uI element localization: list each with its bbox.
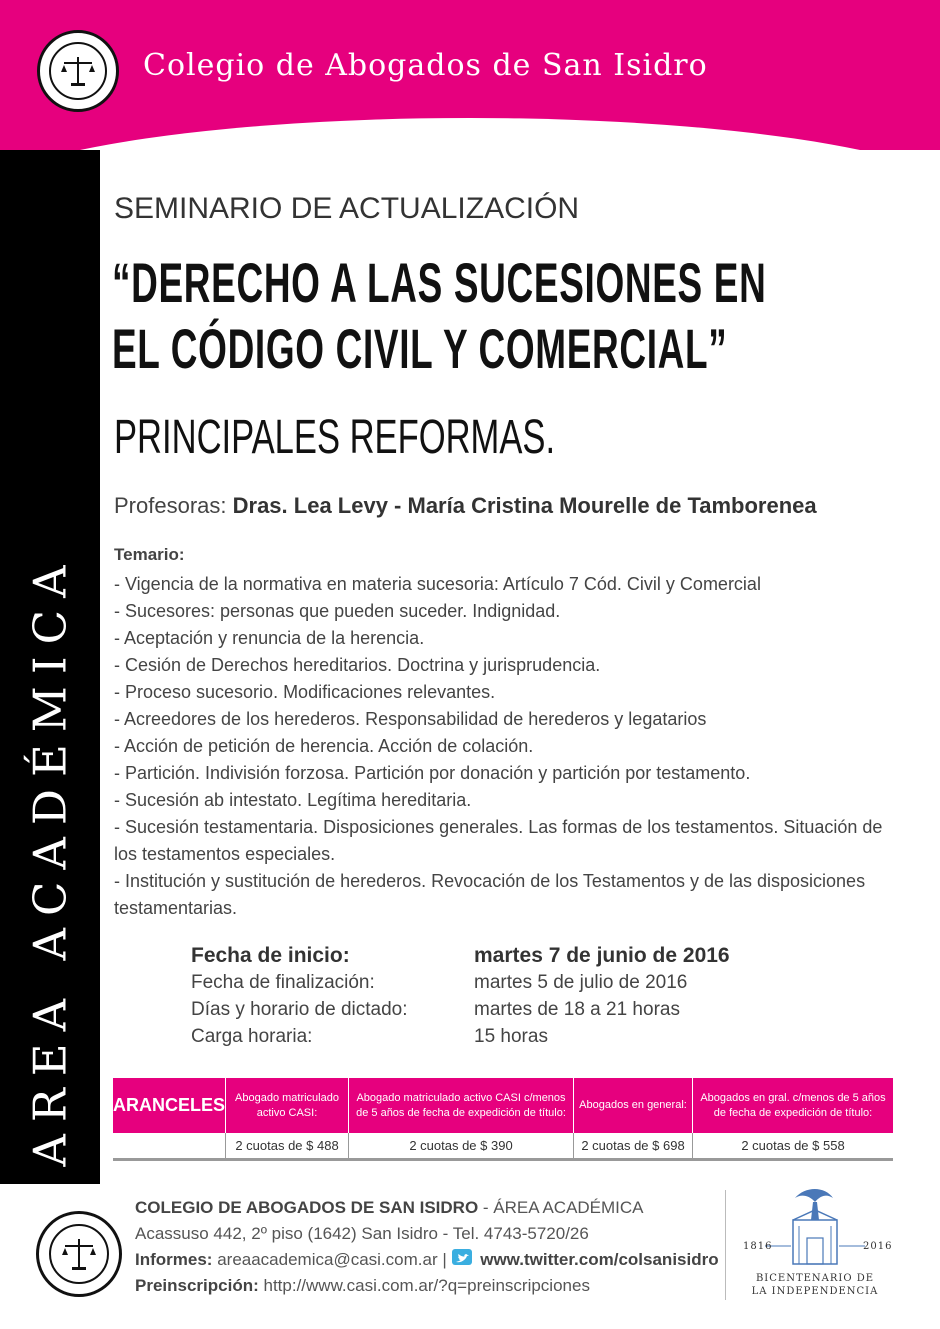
- footer-email-link[interactable]: areaacademica@casi.com.ar: [217, 1250, 438, 1269]
- temario-list: [114, 571, 904, 922]
- fees-header-cell: Abogado matriculado activo CASI c/menos de 5 años de fecha de expedición de título:: [348, 1078, 573, 1133]
- date-row-schedule: [191, 996, 730, 1023]
- footer-org: COLEGIO DE ABOGADOS DE SAN ISIDRO: [135, 1198, 479, 1217]
- fees-value-cell: 2 cuotas de $ 488: [225, 1133, 348, 1158]
- footer-preinscripcion-link[interactable]: http://www.casi.com.ar/?q=preinscripciones: [263, 1276, 590, 1295]
- fees-value-cell: 2 cuotas de $ 558: [692, 1133, 893, 1158]
- seminar-subtitle: SEMINARIO DE ACTUALIZACIÓN: [114, 192, 580, 225]
- footer-contact: [135, 1195, 719, 1299]
- fees-header-cell: Abogados en gral. c/menos de 5 años de fecha de expedición de título:: [692, 1078, 893, 1133]
- date-row-end: [191, 969, 730, 996]
- fees-table: [113, 1078, 893, 1163]
- temario-item: - Proceso sucesorio. Modificaciones relevantes.: [114, 682, 496, 702]
- date-row-hours: [191, 1023, 730, 1050]
- temario-item: - Sucesores: personas que pueden suceder. Indignidad.: [114, 601, 561, 621]
- fees-header-row: [113, 1078, 893, 1133]
- seminar-title-line2: EL CÓDIGO CIVIL Y COMERCIAL”: [112, 317, 728, 380]
- fees-header-cell: Abogados en general:: [573, 1078, 692, 1133]
- professors-names: Dras. Lea Levy - María Cristina Mourelle de Tamborenea: [232, 493, 817, 518]
- footer-divider: [725, 1190, 726, 1300]
- temario-item: - Aceptación y renuncia de la herencia.: [114, 628, 425, 648]
- footer-area: - ÁREA ACADÉMICA: [482, 1198, 644, 1217]
- bicentenario-year-start: 1816: [743, 1241, 773, 1252]
- temario-item: - Partición. Indivisión forzosa. Partición por donación y partición por testamento.: [114, 763, 751, 783]
- footer-seal-logo: [36, 1211, 122, 1297]
- date-row-start: [191, 942, 730, 969]
- date-value: martes 7 de junio de 2016: [474, 944, 730, 967]
- temario-item: - Cesión de Derechos hereditarios. Doctrina y jurisprudencia.: [114, 655, 601, 675]
- date-value: martes 5 de julio de 2016: [474, 972, 688, 993]
- footer-preinscripcion-label: Preinscripción:: [135, 1276, 259, 1295]
- header-curve: [0, 118, 940, 150]
- temario-item: - Acción de petición de herencia. Acción de colación.: [114, 736, 534, 756]
- footer-address: Acassuso 442, 2º piso (1642) San Isidro - Tel. 4743-5720/26: [135, 1224, 589, 1243]
- bicentenario-year-end: 2016: [863, 1241, 893, 1252]
- seminar-title-line1: “DERECHO A LAS SUCESIONES EN: [112, 251, 767, 314]
- professors-label: Profesoras:: [114, 493, 227, 518]
- date-value: martes de 18 a 21 horas: [474, 999, 680, 1020]
- scales-icon: [37, 30, 119, 112]
- twitter-icon: [452, 1249, 472, 1265]
- date-label: Días y horario de dictado:: [191, 999, 408, 1020]
- footer-separator: |: [442, 1250, 447, 1269]
- header-title: Colegio de Abogados de San Isidro: [143, 48, 708, 83]
- seminar-title: [112, 250, 766, 382]
- date-label: Carga horaria:: [191, 1026, 313, 1047]
- building-icon: [793, 1220, 837, 1264]
- fees-header-cell: Abogado matriculado activo CASI:: [225, 1078, 348, 1133]
- temario-item: - Sucesión testamentaria. Disposiciones generales. Las formas de los testamentos. Situación de los testamentos especiales.: [114, 817, 883, 864]
- sidebar-label: AREA ACADÉMICA: [23, 553, 77, 1167]
- date-value: 15 horas: [474, 1026, 548, 1047]
- footer-org-line: [135, 1195, 719, 1221]
- temario-item: - Institución y sustitución de herederos. Revocación de los Testamentos y de las disposiciones testamentarias.: [114, 871, 866, 918]
- bicentenario-caption: [735, 1272, 895, 1298]
- temario-item: - Vigencia de la normativa en materia sucesoria: Artículo 7 Cód. Civil y Comercial: [114, 574, 761, 594]
- fees-label: ARANCELES: [113, 1078, 225, 1133]
- footer-twitter-link[interactable]: www.twitter.com/colsanisidro: [480, 1250, 719, 1269]
- sidebar-area-academica: [0, 150, 100, 1184]
- colegio-seal-logo: [37, 30, 119, 112]
- footer-preinscripcion-line: [135, 1273, 719, 1299]
- seminar-title-line3: PRINCIPALES REFORMAS.: [114, 411, 556, 464]
- eagle-icon: [795, 1189, 833, 1202]
- temario-item: - Acreedores de los herederos. Responsabilidad de herederos y legatarios: [114, 709, 707, 729]
- fees-value-row: [113, 1133, 893, 1161]
- fees-value-cell: 2 cuotas de $ 390: [348, 1133, 573, 1158]
- footer-informes-label: Informes:: [135, 1250, 213, 1269]
- temario-item: - Sucesión ab intestato. Legítima hereditaria.: [114, 790, 472, 810]
- bicentenario-line1: BICENTENARIO DE: [755, 1273, 875, 1284]
- footer-informes-line: [135, 1247, 719, 1273]
- scales-icon: [36, 1211, 122, 1297]
- date-label: Fecha de finalización:: [191, 972, 375, 993]
- fees-value-cell: 2 cuotas de $ 698: [573, 1133, 692, 1158]
- professors-line: [114, 493, 817, 519]
- temario-title: Temario:: [114, 545, 185, 564]
- date-label: Fecha de inicio:: [191, 944, 350, 967]
- bicentenario-line2: LA INDEPENDENCIA: [751, 1286, 879, 1297]
- fees-empty-cell: [113, 1133, 225, 1158]
- dates-block: [191, 942, 730, 1050]
